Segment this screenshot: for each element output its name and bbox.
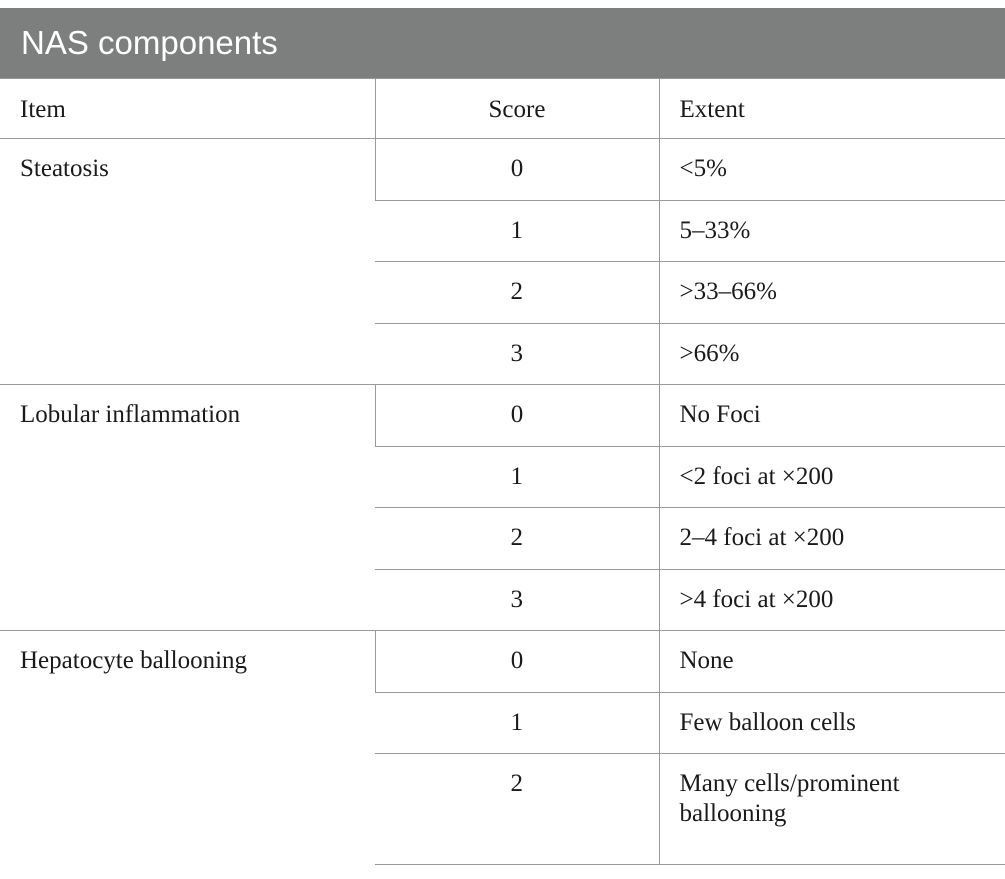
extent-cell: <5% [659,139,1005,201]
table-title: NAS components [0,8,1005,78]
table-row [0,385,1005,447]
score-cell: 1 [375,200,659,262]
item-cell-lobular-inflammation: Lobular inflammation [0,385,375,631]
header-score: Score [375,79,659,139]
extent-cell: Few balloon cells [659,692,1005,754]
table-row [0,631,1005,693]
extent-cell: >4 foci at ×200 [659,569,1005,631]
header-item: Item [0,79,375,139]
extent-cell: >33–66% [659,262,1005,324]
extent-cell: 5–33% [659,200,1005,262]
nas-table-container [0,8,1005,865]
item-cell-hepatocyte-ballooning: Hepatocyte ballooning [0,631,375,865]
header-extent: Extent [659,79,1005,139]
table-row [0,139,1005,201]
extent-cell: 2–4 foci at ×200 [659,508,1005,570]
extent-cell: None [659,631,1005,693]
item-cell-steatosis: Steatosis [0,139,375,385]
extent-cell: <2 foci at ×200 [659,446,1005,508]
score-cell: 1 [375,692,659,754]
score-cell: 2 [375,754,659,865]
score-cell: 2 [375,262,659,324]
score-cell: 3 [375,323,659,385]
score-cell: 0 [375,139,659,201]
extent-cell: Many cells/prominent ballooning [659,754,1005,865]
score-cell: 3 [375,569,659,631]
score-cell: 1 [375,446,659,508]
score-cell: 0 [375,385,659,447]
score-cell: 0 [375,631,659,693]
header-row [0,79,1005,139]
extent-cell: >66% [659,323,1005,385]
extent-cell: No Foci [659,385,1005,447]
nas-components-table [0,78,1005,865]
score-cell: 2 [375,508,659,570]
